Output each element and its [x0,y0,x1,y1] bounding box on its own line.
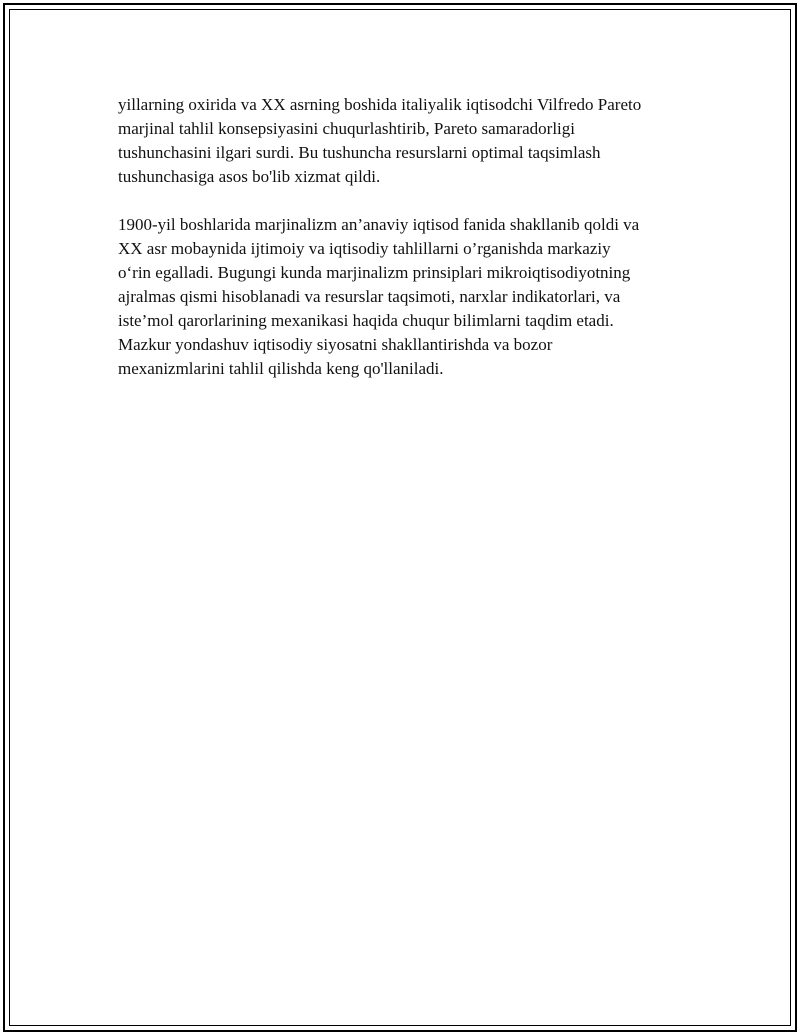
text-line: iste’mol qarorlarining mexanikasi haqida chuqur bilimlarni taqdim etadi. [118,311,614,330]
text-line: mexanizmlarini tahlil qilishda keng qo'llaniladi. [118,359,444,378]
paragraph-1 [118,93,708,189]
text-line: o‘rin egalladi. Bugungi kunda marjinalizm prinsiplari mikroiqtisodiyotning [118,263,631,282]
text-line: marjinal tahlil konsepsiyasini chuqurlashtirib, Pareto samaradorligi [118,119,576,138]
paragraph-2 [118,213,708,381]
document-body [118,93,708,381]
text-line: 1900-yil boshlarida marjinalizm an’anaviy iqtisod fanida shakllanib qoldi va [118,215,640,234]
text-line: yillarning oxirida va XX asrning boshida italiyalik iqtisodchi Vilfredo Pareto [118,95,642,114]
text-line: Mazkur yondashuv iqtisodiy siyosatni shakllantirishda va bozor [118,335,553,354]
text-line: ajralmas qismi hisoblanadi va resurslar taqsimoti, narxlar indikatorlari, va [118,287,621,306]
text-line: XX asr mobaynida ijtimoiy va iqtisodiy tahlillarni o’rganishda markaziy [118,239,611,258]
text-line: tushunchasiga asos bo'lib xizmat qildi. [118,167,381,186]
text-line: tushunchasini ilgari surdi. Bu tushuncha resurslarni optimal taqsimlash [118,143,601,162]
